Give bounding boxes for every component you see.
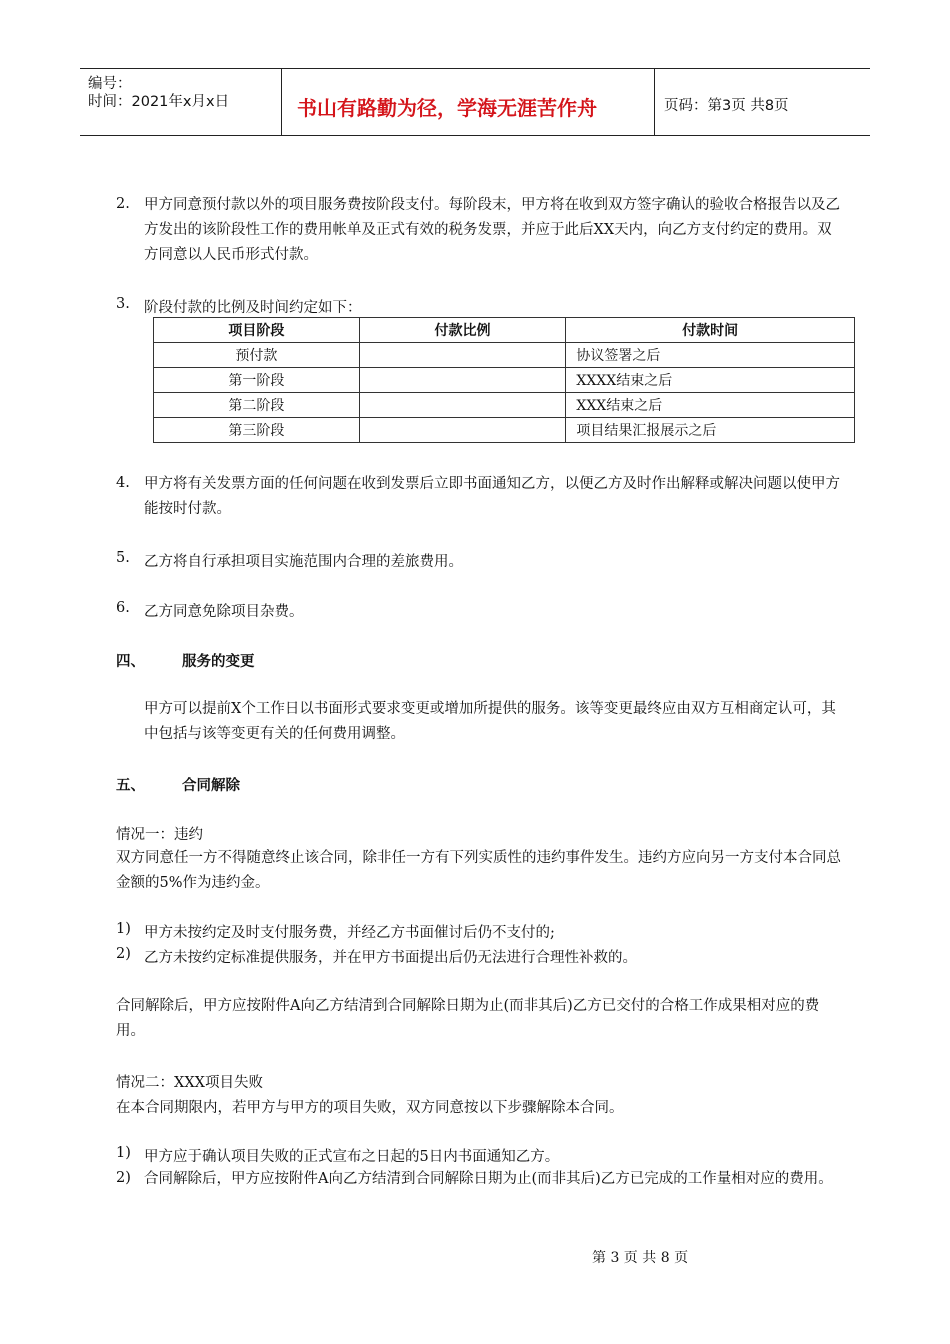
case-body: 双方同意任一方不得随意终止该合同，除非任一方有下列实质性的违约事件发生。违约方应向另一方支付本合同总金额的5%作为违约金。 — [116, 850, 841, 891]
header-motto: 书山有路勤为径，学海无涯苦作舟 — [297, 96, 597, 120]
case-title: 情况一：违约 — [116, 827, 203, 843]
column-header: 付款比例 — [359, 318, 566, 343]
table-row — [154, 368, 855, 393]
table-cell: 协议签署之后 — [566, 343, 855, 368]
column-header: 付款时间 — [566, 318, 855, 343]
table-cell: 第三阶段 — [154, 418, 360, 443]
section-title: 服务的变更 — [182, 654, 255, 670]
table-cell: XXX结束之后 — [566, 393, 855, 418]
table-row — [154, 343, 855, 368]
list-number: 3. — [116, 296, 130, 312]
list-number: 2. — [116, 196, 130, 212]
header-divider — [281, 68, 282, 136]
list-number: 4. — [116, 475, 130, 491]
table-row — [154, 393, 855, 418]
list-number: 6. — [116, 600, 130, 616]
list-item-text: 乙方未按约定标准提供服务，并在甲方书面提出后仍无法进行合理性补救的。 — [144, 950, 637, 966]
list-item-text: 合同解除后，甲方应按附件A向乙方结清到合同解除日期为止(而非其后)乙方已完成的工作量相对应的费用。 — [144, 1171, 833, 1187]
table-cell: 第二阶段 — [154, 393, 360, 418]
section-number: 五、 — [116, 778, 145, 794]
section-body: 甲方可以提前X个工作日以书面形式要求变更或增加所提供的服务。该等变更最终应由双方互相商定认可，其中包括与该等变更有关的任何费用调整。 — [144, 701, 836, 742]
table-cell — [359, 368, 566, 393]
table-cell — [359, 418, 566, 443]
list-item-text: 甲方将有关发票方面的任何问题在收到发票后立即书面通知乙方，以便乙方及时作出解释或解决问题以使甲方能按时付款。 — [144, 476, 840, 517]
list-item-text: 乙方同意免除项目杂费。 — [144, 604, 304, 620]
table-cell: 第一阶段 — [154, 368, 360, 393]
list-item-text: 甲方同意预付款以外的项目服务费按阶段支付。每阶段末，甲方将在收到双方签字确认的验收合格报告以及乙方发出的该阶段性工作的费用帐单及正式有效的税务发票，并应于此后XX天内，向乙方支付约定的费用。双方同意以人民币形式付款。 — [144, 197, 840, 263]
column-header: 项目阶段 — [154, 318, 360, 343]
list-item-text: 甲方应于确认项目失败的正式宣布之日起的5日内书面通知乙方。 — [144, 1149, 560, 1165]
page-footer: 第 3 页 共 8 页 — [592, 1250, 689, 1266]
header-top-rule — [80, 68, 870, 69]
case-title: 情况二：XXX项目失败 — [116, 1075, 263, 1091]
table-cell — [359, 343, 566, 368]
document-code-label: 编号： — [88, 76, 132, 92]
list-item-text: 乙方将自行承担项目实施范围内合理的差旅费用。 — [144, 554, 463, 570]
table-row — [154, 418, 855, 443]
list-number: 2) — [116, 1170, 131, 1186]
table-cell: 预付款 — [154, 343, 360, 368]
table-cell: XXXX结束之后 — [566, 368, 855, 393]
case-body: 在本合同期限内，若甲方与甲方的项目失败，双方同意按以下步骤解除本合同。 — [116, 1100, 624, 1116]
case-paragraph: 合同解除后，甲方应按附件A向乙方结清到合同解除日期为止(而非其后)乙方已交付的合格工作成果相对应的费用。 — [116, 998, 820, 1039]
table-header-row — [154, 318, 855, 343]
table-cell — [359, 393, 566, 418]
header-bottom-rule — [80, 135, 870, 136]
list-number: 2) — [116, 946, 131, 962]
table-cell: 项目结果汇报展示之后 — [566, 418, 855, 443]
document-date: 时间：2021年x月x日 — [88, 94, 230, 110]
list-item-text: 甲方未按约定及时支付服务费，并经乙方书面催讨后仍不支付的; — [144, 925, 555, 941]
list-number: 1) — [116, 1145, 131, 1161]
page-info: 页码：第3页 共8页 — [664, 98, 789, 114]
list-number: 5. — [116, 550, 130, 566]
section-number: 四、 — [116, 654, 145, 670]
payment-schedule-table — [153, 317, 855, 443]
section-title: 合同解除 — [182, 778, 240, 794]
header-divider — [654, 68, 655, 136]
list-item-text: 阶段付款的比例及时间约定如下： — [144, 300, 362, 316]
list-number: 1) — [116, 921, 131, 937]
